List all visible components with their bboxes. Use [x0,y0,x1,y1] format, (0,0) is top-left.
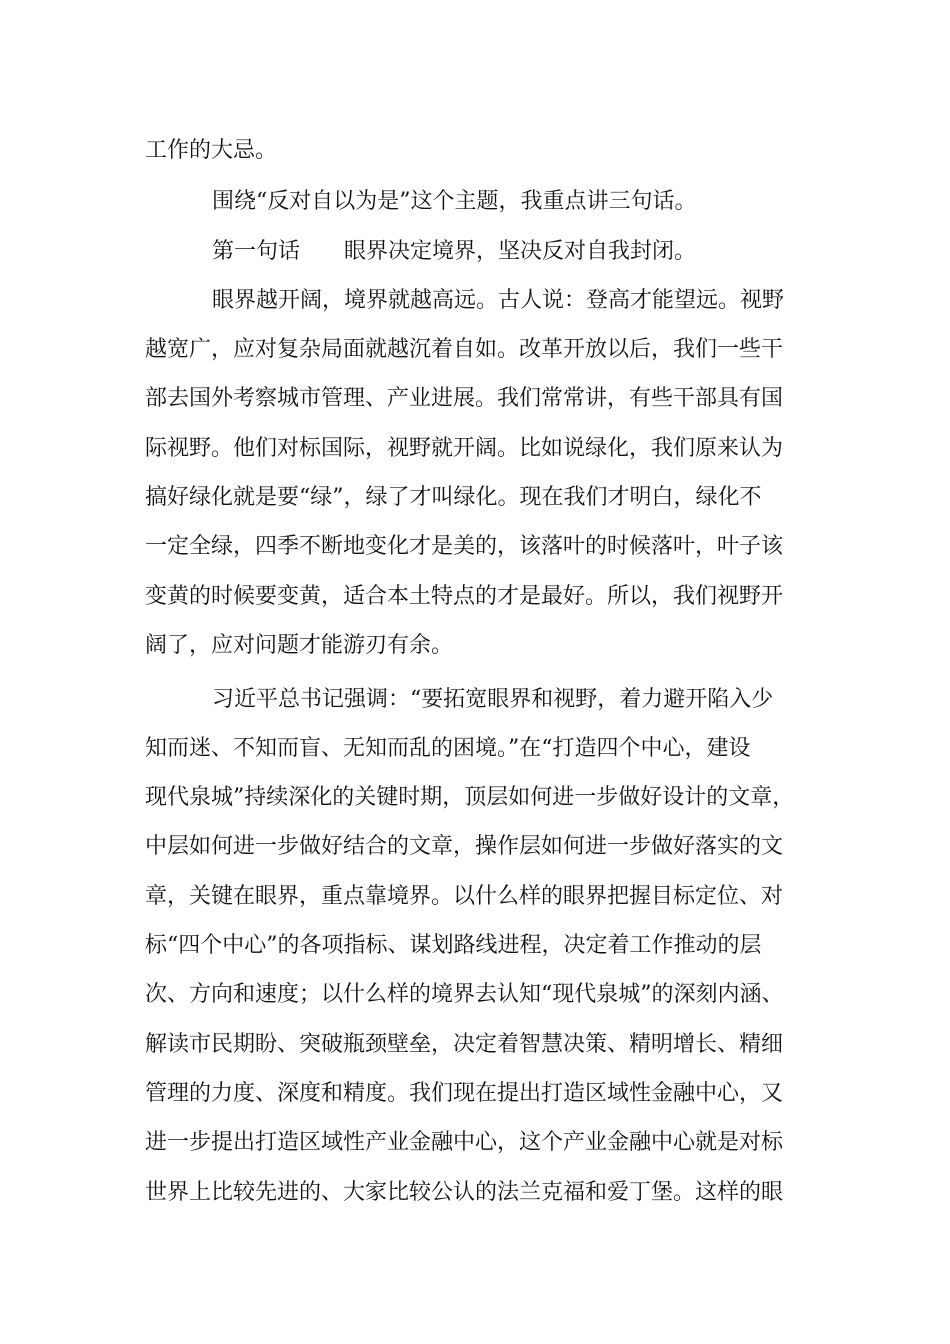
text-line: 标“四个中心”的各项指标、谋划路线进程，决定着工作推动的层 [145,933,762,958]
section-heading [212,237,882,267]
text-line: 一定全绿，四季不断地变化才是美的，该落叶的时候落叶，叶子该 [145,534,784,559]
section-heading-label: 第一句话 [212,239,301,264]
text-line: 管理的力度、深度和精度。我们现在提出打造区域性金融中心，又 [145,1081,784,1106]
text-line: 进一步提出打造区域性产业金融中心，这个产业金融中心就是对标 [145,1130,784,1155]
text-line: 中层如何进一步做好结合的文章，操作层如何进一步做好落实的文 [145,834,784,859]
text-line: 知而迷、不知而盲、无知而乱的困境。”在“打造四个中心，建设 [145,736,751,761]
section-heading-text: 眼界决定境界，坚决反对自我封闭。 [344,239,697,264]
text-line: 工作的大忌。 [145,138,278,163]
text-line: 习近平总书记强调：“要拓宽眼界和视野，着力避开陷入少 [212,687,774,712]
text-line: 解读市民期盼、突破瓶颈壁垒，决定着智慧决策、精明增长、精细 [145,1032,784,1057]
text-line: 眼界越开阔，境界就越高远。古人说：登高才能望远。视野 [212,288,785,313]
text-line: 搞好绿化就是要“绿”，绿了才叫绿化。现在我们才明白，绿化不 [145,485,762,510]
text-line: 次、方向和速度；以什么样的境界去认知“现代泉城”的深刻内涵、 [145,982,784,1007]
text-line: 围绕“反对自以为是”这个主题，我重点讲三句话。 [212,189,697,214]
text-line: 阔了，应对问题才能游刃有余。 [145,633,454,658]
text-line: 际视野。他们对标国际，视野就开阔。比如说绿化，我们原来认为 [145,436,784,461]
text-line: 变黄的时候要变黄，适合本土特点的才是最好。所以，我们视野开 [145,584,784,609]
text-line: 部去国外考察城市管理、产业进展。我们常常讲，有些干部具有国 [145,386,784,411]
text-line: 越宽广，应对复杂局面就越沉着自如。改革开放以后，我们一些干 [145,337,784,362]
text-line: 章，关键在眼界，重点靠境界。以什么样的眼界把握目标定位、对 [145,884,784,909]
text-line: 世界上比较先进的、大家比较公认的法兰克福和爱丁堡。这样的眼 [145,1180,784,1205]
text-line: 现代泉城”持续深化的关键时期，顶层如何进一步做好设计的文章， [145,785,795,810]
